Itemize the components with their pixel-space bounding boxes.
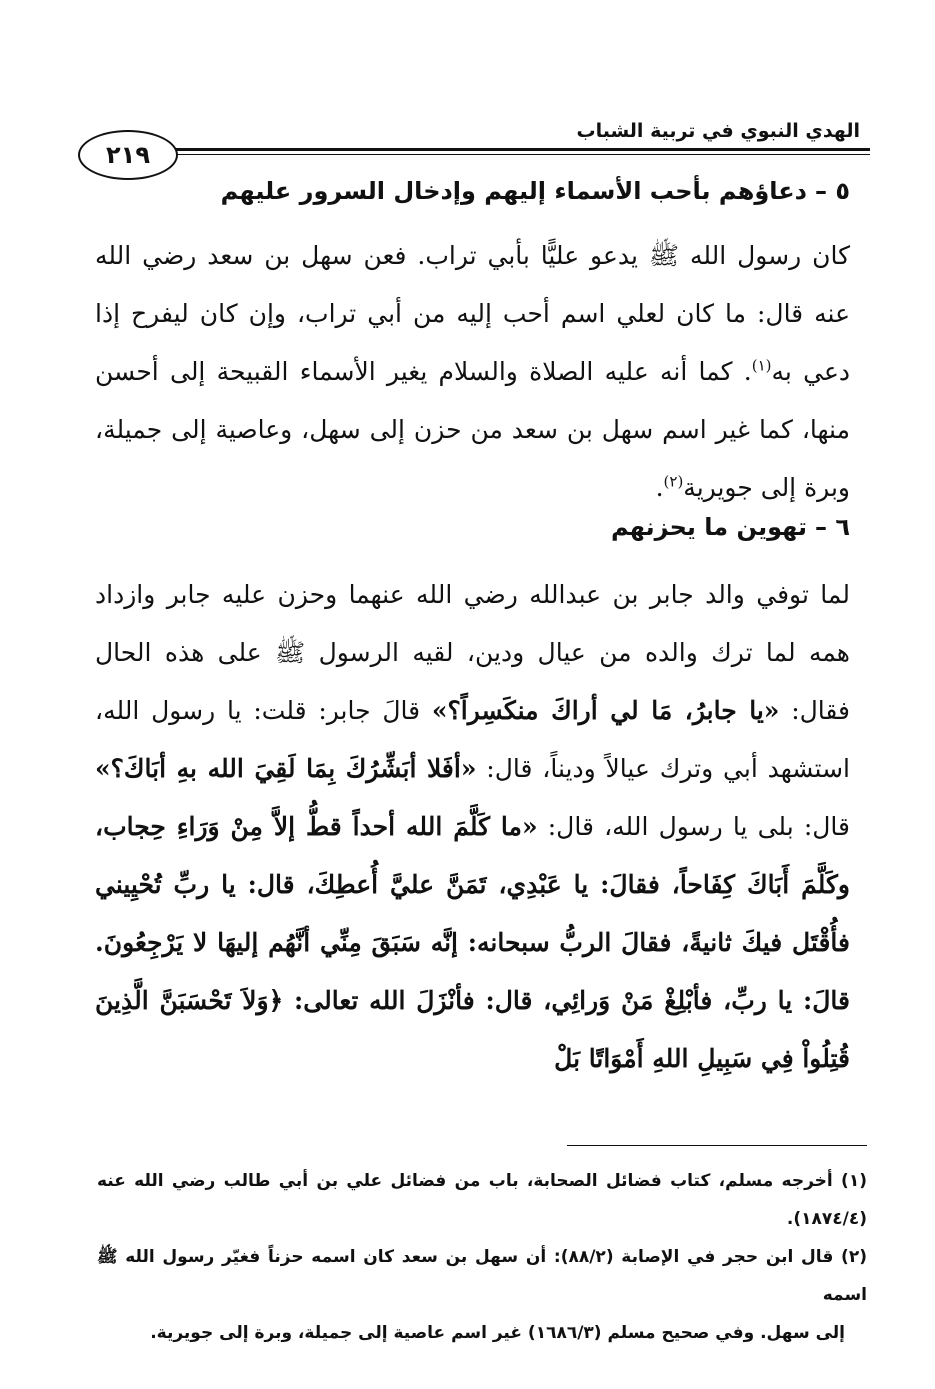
hadith-quote-2: «أفَلا أبَشِّرُكَ بِمَا لَقِيَ الله بهِ أبَاكَ؟» (95, 754, 477, 784)
hadith-quote-3: «ما كَلَّمَ الله أحداً قطُّ إلاَّ مِنْ وَرَاءِ حِجاب، وكَلَّمَ أَبَاكَ كِفَاحاً، فقالَ: يا عَبْدِي، تَمَنَّ عليَّ أُعطِكَ، قال: يا ربِّ تُحْيِيني فأُقْتَل فيكَ ثانيةً، فقالَ الربُّ سبحانه: إنَّه سَبَقَ مِنِّي أنَّهُم إليهَا لا يَرْجِعُونَ. قالَ: يا ربِّ، فأبْلِغْ مَنْ وَرائِي، قال: فأنْزَلَ الله تعالى: ﴿وَلاَ تَحْسَبَنَّ الَّذِينَ قُتِلُواْ فِي سَبِيلِ اللهِ أَمْوَاتًا بَلْ (95, 812, 850, 1074)
hadith-quote-1: «يا جابرُ، مَا لي أراكَ منكَسِراً؟» (431, 696, 780, 726)
section-6-title: تهوين ما يحزنهم (610, 512, 807, 541)
section-6-paragraph (95, 566, 850, 1088)
section-5-number: ٥ – (814, 177, 850, 205)
page-number-frame (78, 130, 178, 180)
section-6-heading (95, 511, 850, 545)
footnote-2-marker: (٢) (841, 1247, 867, 1267)
section-5-title: دعاؤهم بأحب الأسماء إليهم وإدخال السرور عليهم (220, 177, 807, 205)
footnote-1 (97, 1162, 867, 1238)
footnote-1-text: أخرجه مسلم، كتاب فضائل الصحابة، باب من فضائل علي بن أبي طالب رضي الله عنه (١٨٧٤/٤). (97, 1171, 867, 1229)
section-5-heading (95, 175, 850, 209)
section-5-text-b: . كما أنه عليه الصلاة والسلام يغير الأسماء القبيحة إلى أحسن منها، كما غير اسم سهل بن سعد من حزن إلى سهل، وعاصية إلى جميلة، وبرة إلى جويرية (95, 356, 850, 502)
footnote-2-continuation: إلى سهل. وفي صحيح مسلم (١٦٨٦/٣) غير اسم عاصية إلى جميلة، وبرة إلى جويرية. (150, 1323, 845, 1343)
footnote-ref-2[interactable]: (٢) (663, 472, 684, 491)
section-6-text-b: قالَ جابر: قلت: يا رسول الله، استشهد أبي وترك عيالاً وديناً، قال: (95, 696, 850, 784)
book-title: الهدي النبوي في تربية الشباب (576, 120, 860, 142)
section-6-text-a: لما توفي والد جابر بن عبدالله رضي الله عنهما وحزن عليه جابر وازداد همه لما ترك والده من عيال ودين، لقيه الرسول ﷺ على هذه الحال فقال: (95, 580, 851, 726)
footnote-1-marker: (١) (841, 1171, 867, 1191)
page-number: ٢١٩ (106, 141, 150, 169)
header-rule (165, 148, 870, 151)
section-5-text-a: كان رسول الله ﷺ يدعو عليًّا بأبي تراب. فعن سهل بن سعد رضي الله عنه قال: ما كان لعلي اسم أحب إليه من أبي تراب، وإن كان ليفرح إذا دعي به (95, 240, 850, 386)
section-6-number: ٦ – (814, 512, 850, 541)
page-body (95, 175, 850, 1088)
footnote-ref-1[interactable]: (١) (751, 356, 772, 375)
section-6-text-c: قال: بلى يا رسول الله، قال: (537, 812, 850, 842)
footnote-separator (567, 1145, 867, 1146)
footnote-2 (97, 1238, 867, 1314)
section-5-text-c: . (655, 472, 664, 502)
header-rule-thin (165, 154, 870, 155)
footnotes (97, 1162, 867, 1352)
section-5-paragraph (95, 227, 850, 517)
footnote-2-text: قال ابن حجر في الإصابة (٨٨/٢): أن سهل بن سعد كان اسمه حزناً فغيّر رسول الله ﷺ اسمه (97, 1247, 867, 1305)
